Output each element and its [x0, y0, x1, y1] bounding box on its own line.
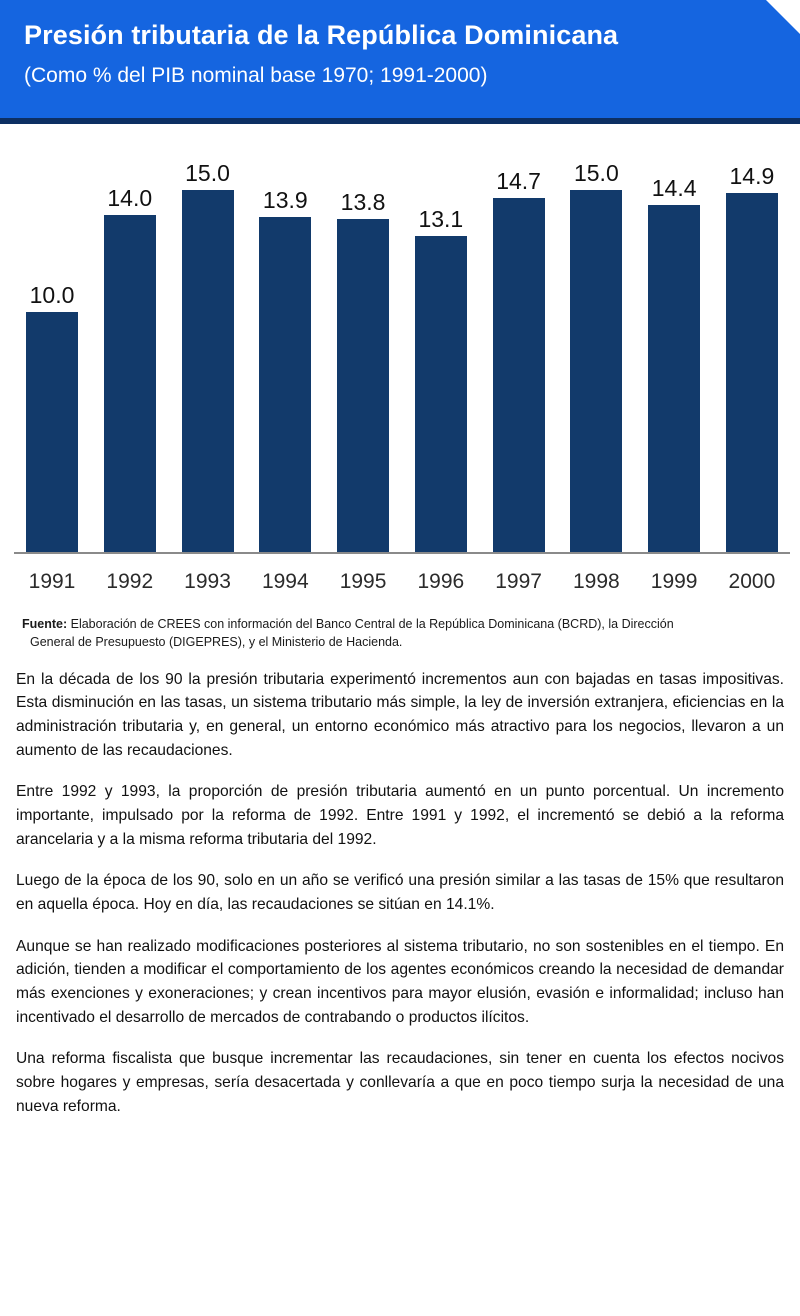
x-axis-tick: 1996 [417, 570, 465, 593]
chart-source-note [22, 616, 778, 652]
corner-fold-decoration [766, 0, 800, 34]
bar-value-label: 13.1 [418, 206, 464, 233]
bar-value-label: 13.8 [340, 189, 386, 216]
bar-column [329, 154, 397, 554]
bar [182, 190, 234, 554]
article-body [16, 668, 784, 1119]
source-line1: Elaboración de CREES con información del Banco Central de la República Dominicana (BCRD), la Dirección [67, 617, 674, 631]
bar [648, 205, 700, 554]
bar-column [407, 154, 475, 554]
page-title: Presión tributaria de la República Dominicana [24, 20, 619, 50]
bar-value-label: 14.7 [496, 167, 541, 194]
x-axis-line [14, 552, 790, 554]
source-label: Fuente: [22, 617, 68, 631]
bar [104, 215, 156, 554]
body-paragraph: Luego de la época de los 90, solo en un año se verificó una presión similar a las tasas de 15% que resultaron en aquella época. Hoy en día, las recaudaciones se sitúan en 14.1%. [16, 872, 784, 913]
bar-value-label: 10.0 [29, 281, 75, 308]
bar [493, 198, 545, 554]
header-underline [0, 118, 800, 124]
bar-column [251, 154, 319, 554]
x-axis-tick: 1992 [106, 570, 154, 593]
bar [259, 217, 311, 554]
bar-column [718, 154, 786, 554]
chart-plot-area [18, 154, 786, 554]
bar-value-label: 14.4 [651, 174, 697, 201]
x-axis-tick: 1991 [28, 570, 76, 593]
bar-column [96, 154, 164, 554]
bar-column [174, 154, 242, 554]
body-paragraph: Aunque se han realizado modificaciones posteriores al sistema tributario, no son sostenibles en el tiempo. En adición, tienden a modificar el comportamiento de los agentes económicos creando la necesidad de demandar más exenciones y exoneraciones; y crean incentivos para mayor elusión, evasión e informalidad; incluso han incentivado el desarrollo de mercados de contrabando o productos ilícitos. [16, 937, 784, 1026]
bar [26, 312, 78, 554]
x-axis-tick: 1993 [184, 570, 231, 593]
bar [415, 236, 467, 554]
bar-column [562, 154, 630, 554]
bar [726, 193, 778, 554]
x-axis-tick: 1994 [261, 570, 309, 593]
x-axis-tick: 1998 [573, 570, 620, 593]
x-axis-tick: 1995 [339, 570, 387, 593]
bar-value-label: 14.9 [729, 162, 775, 189]
page-subtitle: (Como % del PIB nominal base 1970; 1991-2000) [24, 64, 488, 87]
x-axis-tick: 1997 [495, 570, 542, 593]
page-header [0, 0, 800, 124]
bar-value-label: 15.0 [573, 160, 619, 187]
body-paragraph: Una reforma fiscalista que busque incrementar las recaudaciones, sin tener en cuenta los efectos nocivos sobre hogares y empresas, sería desacertada y conllevaría a que en poco tiempo surja la necesidad de una nueva reforma. [16, 1050, 784, 1115]
source-line2: General de Presupuesto (DIGEPRES), y el Ministerio de Hacienda. [30, 634, 403, 649]
bar [337, 219, 389, 554]
bar-column [485, 154, 553, 554]
bar [570, 190, 622, 554]
bar-chart [0, 146, 800, 616]
x-axis-tick: 1999 [650, 570, 698, 593]
bar-column [640, 154, 708, 554]
x-axis-tick-labels [18, 570, 786, 594]
bar-column [18, 154, 86, 554]
bar-value-label: 15.0 [185, 160, 230, 187]
body-paragraph: En la década de los 90 la presión tributaria experimentó incrementos aun con bajadas en tasas impositivas. Esta disminución en las tasas, un sistema tributario más simple, la ley de inversión extranjera, eficiencias en la administración tributaria y, en general, un entorno económico más atractivo para los negocios, llevaron a un aumento de las recaudaciones. [16, 670, 784, 759]
body-paragraph: Entre 1992 y 1993, la proporción de presión tributaria aumentó en un punto porcentual. Un incremento importante, impulsado por la reforma de 1992. Entre 1991 y 1992, el incrementó se debió a la reforma arancelaria y a la misma reforma tributaria del 1992. [16, 783, 784, 848]
bar-value-label: 13.9 [262, 187, 308, 214]
bar-value-label: 14.0 [107, 184, 153, 211]
x-axis-tick: 2000 [728, 570, 776, 593]
